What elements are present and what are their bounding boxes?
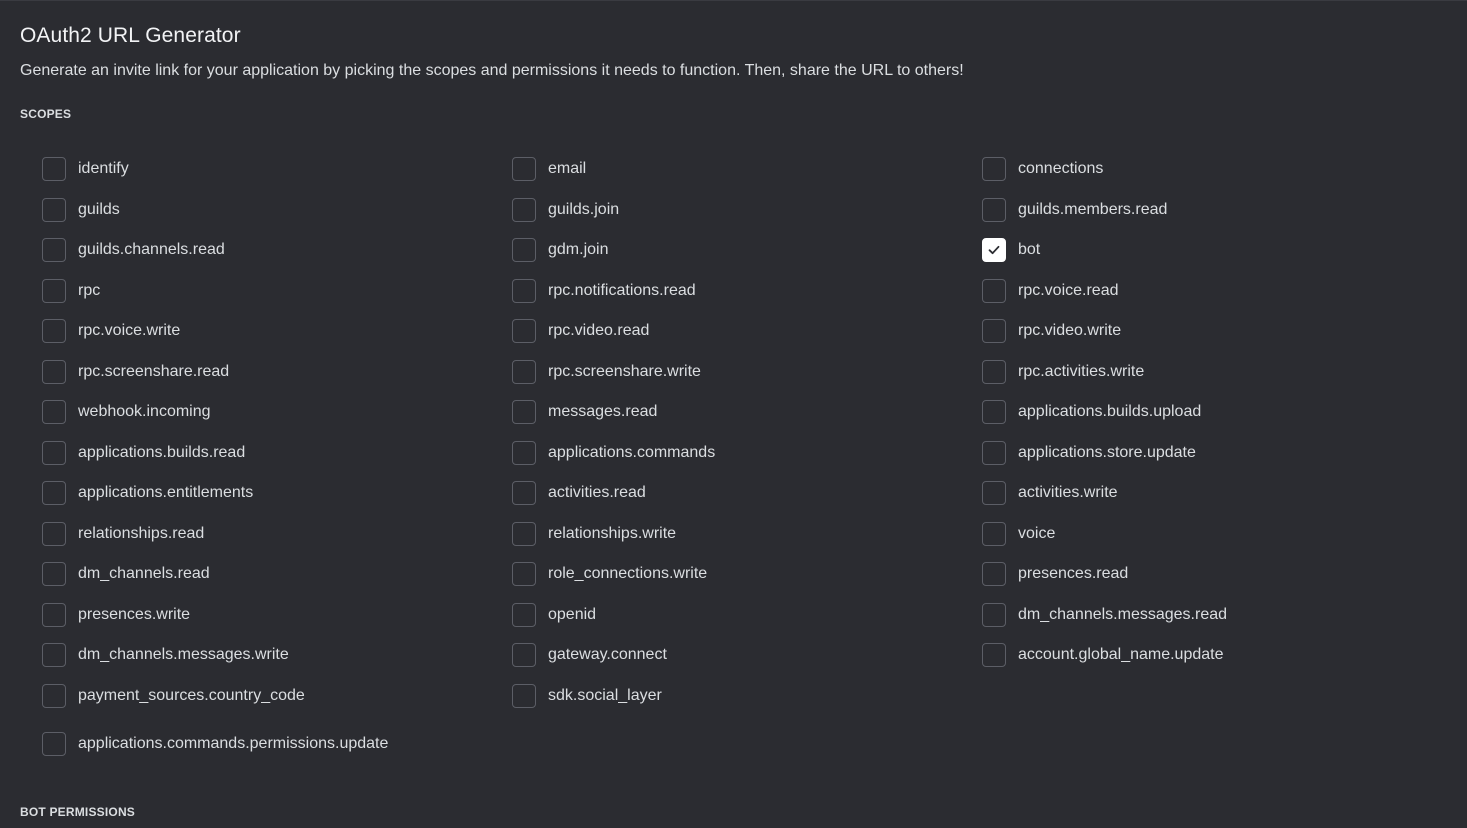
- scope-label: messages.read: [548, 403, 658, 421]
- scope-label: applications.entitlements: [78, 484, 254, 502]
- scope-checkbox[interactable]: [982, 481, 1006, 505]
- scope-label: account.global_name.update: [1018, 646, 1224, 664]
- scope-dm-channels-read[interactable]: [42, 554, 512, 595]
- scope-messages-read[interactable]: [512, 392, 982, 433]
- scope-label: applications.builds.upload: [1018, 403, 1202, 421]
- scope-label: rpc.screenshare.write: [548, 362, 701, 380]
- bot-permissions-section-label: BOT PERMISSIONS: [20, 805, 136, 819]
- scope-relationships-write[interactable]: [512, 514, 982, 555]
- scope-checkbox[interactable]: [982, 238, 1006, 262]
- scope-label: rpc: [78, 281, 101, 299]
- scope-checkbox[interactable]: [512, 643, 536, 667]
- scope-label: payment_sources.country_code: [78, 686, 305, 704]
- scope-label: guilds.join: [548, 200, 620, 218]
- scope-label: dm_channels.read: [78, 565, 210, 583]
- scope-label: guilds.channels.read: [78, 241, 225, 259]
- scope-checkbox[interactable]: [512, 522, 536, 546]
- scope-checkbox[interactable]: [982, 522, 1006, 546]
- scope-label: rpc.voice.read: [1018, 281, 1119, 299]
- scope-rpc-video-write[interactable]: [982, 311, 1452, 352]
- scope-label: applications.builds.read: [78, 443, 246, 461]
- scope-label: gdm.join: [548, 241, 609, 259]
- scope-checkbox[interactable]: [982, 279, 1006, 303]
- scope-label: role_connections.write: [548, 565, 708, 583]
- scope-applications-commands-permissions-update[interactable]: [42, 724, 388, 765]
- scope-label: activities.write: [1018, 484, 1118, 502]
- scopes-section-label: SCOPES: [20, 107, 72, 121]
- scope-label: gateway.connect: [548, 646, 667, 664]
- scope-label: identify: [78, 160, 129, 178]
- scope-checkbox[interactable]: [42, 522, 66, 546]
- scope-connections[interactable]: [982, 149, 1452, 190]
- scope-label: rpc.voice.write: [78, 322, 181, 340]
- scope-dm-channels-messages-read[interactable]: [982, 595, 1452, 636]
- scope-checkbox[interactable]: [42, 360, 66, 384]
- scope-account-global-name-update[interactable]: [982, 635, 1452, 676]
- scope-checkbox[interactable]: [512, 360, 536, 384]
- scope-activities-write[interactable]: [982, 473, 1452, 514]
- scope-checkbox[interactable]: [982, 562, 1006, 586]
- scope-rpc-notifications-read[interactable]: [512, 271, 982, 312]
- scope-sdk-social-layer[interactable]: [512, 676, 982, 717]
- scope-label: dm_channels.messages.write: [78, 646, 289, 664]
- scope-label: sdk.social_layer: [548, 686, 662, 704]
- scope-label: relationships.write: [548, 524, 677, 542]
- scope-checkbox[interactable]: [42, 603, 66, 627]
- scope-label: guilds.members.read: [1018, 200, 1168, 218]
- scope-gdm-join[interactable]: [512, 230, 982, 271]
- scope-checkbox[interactable]: [982, 157, 1006, 181]
- scope-voice[interactable]: [982, 514, 1452, 555]
- scope-checkbox[interactable]: [42, 279, 66, 303]
- scope-rpc-screenshare-read[interactable]: [42, 352, 512, 393]
- scope-label: presences.read: [1018, 565, 1129, 583]
- scope-gateway-connect[interactable]: [512, 635, 982, 676]
- scope-checkbox[interactable]: [512, 319, 536, 343]
- scope-checkbox[interactable]: [512, 157, 536, 181]
- scope-applications-builds-read[interactable]: [42, 433, 512, 474]
- scope-rpc-voice-write[interactable]: [42, 311, 512, 352]
- scope-checkbox[interactable]: [982, 643, 1006, 667]
- checkmark-icon: [988, 244, 1000, 256]
- scope-rpc-video-read[interactable]: [512, 311, 982, 352]
- scope-label: rpc.notifications.read: [548, 281, 696, 299]
- scope-label: rpc.activities.write: [1018, 362, 1145, 380]
- scope-openid[interactable]: [512, 595, 982, 636]
- scope-label: activities.read: [548, 484, 646, 502]
- scope-checkbox[interactable]: [42, 319, 66, 343]
- scope-label: guilds: [78, 200, 120, 218]
- scope-checkbox[interactable]: [512, 198, 536, 222]
- scope-checkbox[interactable]: [982, 319, 1006, 343]
- scope-presences-write[interactable]: [42, 595, 512, 636]
- scope-checkbox[interactable]: [512, 441, 536, 465]
- scope-checkbox[interactable]: [42, 643, 66, 667]
- scope-checkbox[interactable]: [42, 238, 66, 262]
- scope-label: applications.commands: [548, 443, 716, 461]
- scope-checkbox[interactable]: [512, 238, 536, 262]
- scope-presences-read[interactable]: [982, 554, 1452, 595]
- scope-label: relationships.read: [78, 524, 205, 542]
- scope-rpc-voice-read[interactable]: [982, 271, 1452, 312]
- scope-checkbox[interactable]: [982, 603, 1006, 627]
- scope-checkbox[interactable]: [512, 684, 536, 708]
- scope-guilds-members-read[interactable]: [982, 190, 1452, 231]
- scope-checkbox[interactable]: [42, 400, 66, 424]
- scope-label: openid: [548, 605, 597, 623]
- scope-checkbox[interactable]: [512, 603, 536, 627]
- scope-checkbox[interactable]: [42, 481, 66, 505]
- scope-applications-store-update[interactable]: [982, 433, 1452, 474]
- scope-applications-commands[interactable]: [512, 433, 982, 474]
- scope-label: rpc.screenshare.read: [78, 362, 230, 380]
- page-subtitle: Generate an invite link for your application by picking the scopes and permissions it needs to function. Then, share the URL to others!: [20, 62, 964, 79]
- scope-checkbox[interactable]: [982, 441, 1006, 465]
- scope-payment-sources-country-code[interactable]: [42, 676, 512, 717]
- page-title: OAuth2 URL Generator: [20, 24, 241, 47]
- scope-checkbox[interactable]: [982, 360, 1006, 384]
- scope-label: voice: [1018, 524, 1056, 542]
- scope-label: webhook.incoming: [78, 403, 211, 421]
- scope-label: connections: [1018, 160, 1104, 178]
- scope-label: dm_channels.messages.read: [1018, 605, 1228, 623]
- scope-label: applications.commands.permissions.update: [78, 735, 389, 753]
- scope-identify[interactable]: [42, 149, 512, 190]
- scope-applications-entitlements[interactable]: [42, 473, 512, 514]
- scope-bot[interactable]: [982, 230, 1452, 271]
- scope-label: applications.store.update: [1018, 443, 1196, 461]
- scope-checkbox[interactable]: [512, 562, 536, 586]
- scope-checkbox[interactable]: [512, 481, 536, 505]
- scope-checkbox[interactable]: [42, 562, 66, 586]
- scope-checkbox[interactable]: [42, 198, 66, 222]
- scope-rpc-activities-write[interactable]: [982, 352, 1452, 393]
- scopes-grid: [42, 149, 1452, 716]
- scope-label: bot: [1018, 241, 1041, 259]
- scope-checkbox[interactable]: [42, 157, 66, 181]
- scope-webhook-incoming[interactable]: [42, 392, 512, 433]
- scope-checkbox[interactable]: [512, 279, 536, 303]
- scope-guilds[interactable]: [42, 190, 512, 231]
- scope-label: rpc.video.read: [548, 322, 650, 340]
- scope-label: presences.write: [78, 605, 191, 623]
- scope-label: email: [548, 160, 587, 178]
- scope-applications-builds-upload[interactable]: [982, 392, 1452, 433]
- scope-rpc-screenshare-write[interactable]: [512, 352, 982, 393]
- scope-checkbox[interactable]: [512, 400, 536, 424]
- scope-checkbox[interactable]: [42, 684, 66, 708]
- scope-guilds-join[interactable]: [512, 190, 982, 231]
- scope-relationships-read[interactable]: [42, 514, 512, 555]
- scope-guilds-channels-read[interactable]: [42, 230, 512, 271]
- scope-rpc[interactable]: [42, 271, 512, 312]
- scope-label: rpc.video.write: [1018, 322, 1122, 340]
- scope-role-connections-write[interactable]: [512, 554, 982, 595]
- scope-activities-read[interactable]: [512, 473, 982, 514]
- scope-checkbox[interactable]: [982, 400, 1006, 424]
- scope-dm-channels-messages-write[interactable]: [42, 635, 512, 676]
- scope-checkbox[interactable]: [42, 441, 66, 465]
- scope-checkbox[interactable]: [982, 198, 1006, 222]
- scope-email[interactable]: [512, 149, 982, 190]
- scope-checkbox[interactable]: [42, 732, 66, 756]
